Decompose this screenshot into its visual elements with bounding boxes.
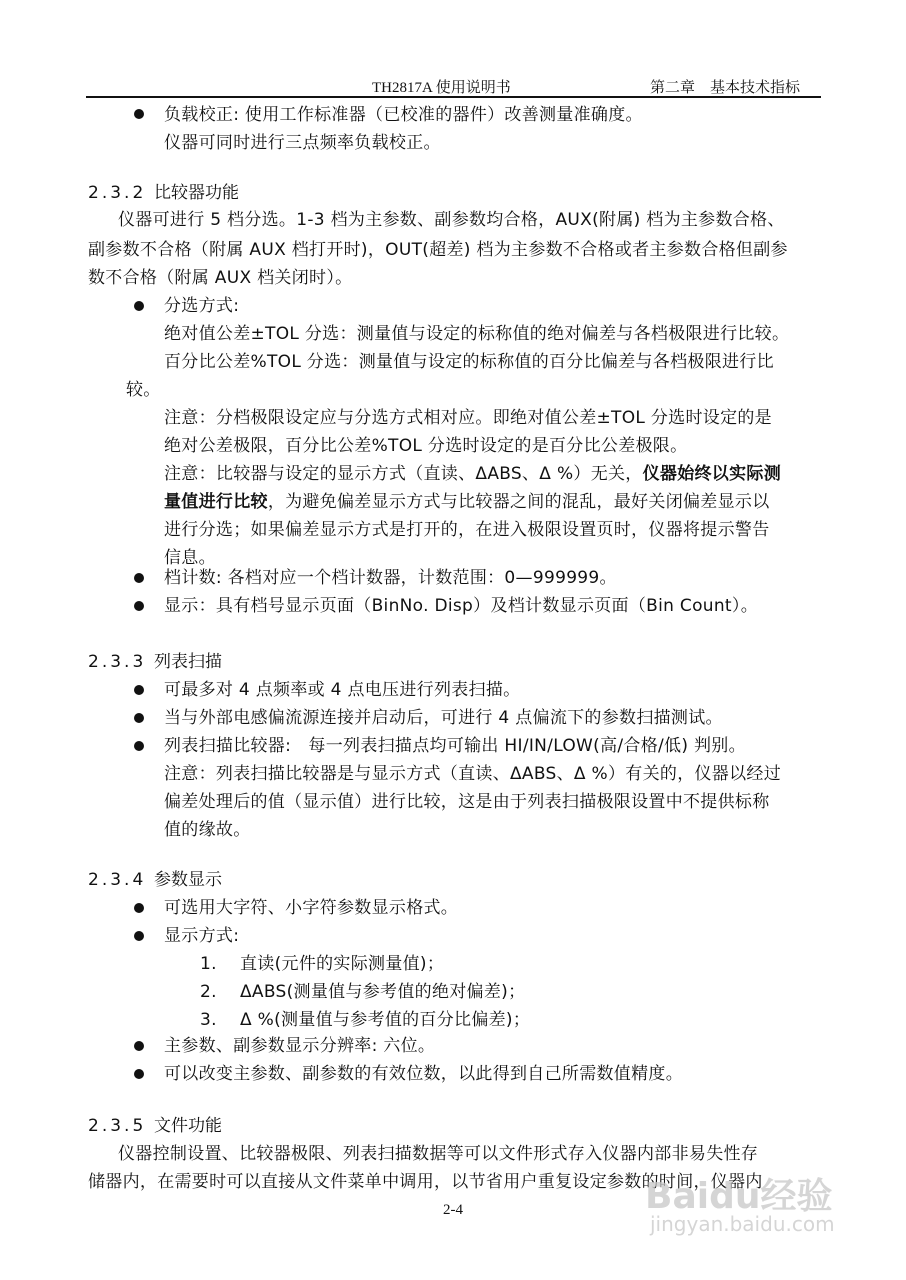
paragraph-line: 数不合格（附属 AUX 档关闭时）。 bbox=[88, 268, 353, 288]
note-text: 注意：比较器与设定的显示方式（直读、ΔABS、Δ %）无关， bbox=[164, 464, 643, 484]
section-title: 比较器功能 bbox=[154, 183, 239, 203]
bullet-text: 档计数: 各档对应一个档计数器，计数范围：0—999999。 bbox=[164, 568, 617, 588]
section-heading-2-3-5 bbox=[88, 1115, 222, 1137]
list-item: 直读(元件的实际测量值)； bbox=[240, 954, 445, 974]
bullet-icon bbox=[134, 931, 144, 941]
note-line: 偏差处理后的值（显示值）进行比较，这是由于列表扫描极限设置中不提供标称 bbox=[164, 792, 770, 812]
header-title: TH2817A 使用说明书 bbox=[372, 80, 511, 96]
paragraph-line: 副参数不合格（附属 AUX 档打开时)，OUT(超差) 档为主参数不合格或者主参数合格但副参 bbox=[88, 240, 788, 260]
paragraph-line: 仪器可进行 5 档分选。1-3 档为主参数、副参数均合格，AUX(附属) 档为主参数合格、 bbox=[118, 210, 785, 230]
note-line: 值的缘故。 bbox=[164, 820, 251, 840]
bullet-icon bbox=[134, 1041, 144, 1051]
paragraph-line: 百分比公差%TOL 分选：测量值与设定的标称值的百分比偏差与各档极限进行比 bbox=[164, 352, 774, 372]
note-emphasis: 仪器始终以实际测 bbox=[642, 464, 782, 484]
note-line: 绝对公差极限，百分比公差%TOL 分选时设定的是百分比公差极限。 bbox=[164, 436, 688, 456]
section-number: 2.3.5 bbox=[88, 1116, 147, 1136]
bullet-text: 可以改变主参数、副参数的有效位数，以此得到自己所需数值精度。 bbox=[164, 1064, 683, 1084]
section-number: 2.3.4 bbox=[88, 870, 147, 890]
bullet-text: 可最多对 4 点频率或 4 点电压进行列表扫描。 bbox=[164, 680, 521, 700]
bullet-icon bbox=[134, 301, 144, 311]
bullet-text: 主参数、副参数显示分辨率: 六位。 bbox=[164, 1036, 436, 1056]
bullet-icon bbox=[134, 601, 144, 611]
note-line: 注意：分档极限设定应与分选方式相对应。即绝对值公差±TOL 分选时设定的是 bbox=[164, 408, 772, 428]
paragraph-line: 仪器控制设置、比较器极限、列表扫描数据等可以文件形式存入仪器内部非易失性存 bbox=[118, 1144, 759, 1164]
bullet-text: 负载校正: 使用工作标准器（已校准的器件）改善测量准确度。 bbox=[164, 105, 643, 125]
section-title: 文件功能 bbox=[154, 1116, 222, 1136]
paragraph-line: 储器内，在需要时可以直接从文件菜单中调用，以节省用户重复设定参数的时间，仪器内 bbox=[88, 1172, 763, 1192]
bullet-text: 显示：具有档号显示页面（BinNo. Disp）及档计数显示页面（Bin Count）。 bbox=[164, 596, 758, 616]
note-line bbox=[164, 491, 770, 513]
bullet-text: 可选用大字符、小字符参数显示格式。 bbox=[164, 898, 459, 918]
paragraph-line: 绝对值公差±TOL 分选：测量值与设定的标称值的绝对偏差与各档极限进行比较。 bbox=[164, 324, 790, 344]
bullet-icon bbox=[134, 713, 144, 723]
note-emphasis: 量值进行比较 bbox=[164, 492, 268, 512]
note-line bbox=[164, 463, 781, 485]
paragraph-line: 仪器可同时进行三点频率负载校正。 bbox=[164, 133, 441, 153]
section-number: 2.3.3 bbox=[88, 652, 147, 672]
note-line: 信息。 bbox=[164, 548, 216, 568]
watermark-url: jingyan.baidu.com bbox=[650, 1212, 835, 1236]
page-number: 2-4 bbox=[443, 1202, 463, 1218]
list-item: Δ %(测量值与参考值的百分比偏差)； bbox=[240, 1010, 531, 1030]
note-text: ，为避免偏差显示方式与比较器之间的混乱，最好关闭偏差显示以 bbox=[267, 492, 770, 512]
bullet-icon bbox=[134, 903, 144, 913]
bullet-text: 当与外部电感偏流源连接并启动后，可进行 4 点偏流下的参数扫描测试。 bbox=[164, 708, 723, 728]
watermark-logo: Baidu经验 bbox=[645, 1176, 833, 1217]
bullet-text: 显示方式: bbox=[164, 926, 240, 946]
note-line: 进行分选；如果偏差显示方式是打开的，在进入极限设置页时，仪器将提示警告 bbox=[164, 520, 770, 540]
section-title: 列表扫描 bbox=[154, 652, 222, 672]
note-line: 注意：列表扫描比较器是与显示方式（直读、ΔABS、Δ %）有关的，仪器以经过 bbox=[164, 764, 781, 784]
bullet-icon bbox=[134, 685, 144, 695]
list-number: 1. bbox=[200, 954, 217, 974]
list-item: ΔABS(测量值与参考值的绝对偏差)； bbox=[240, 982, 526, 1002]
section-heading-2-3-4 bbox=[88, 869, 222, 891]
header-chapter: 第二章 基本技术指标 bbox=[650, 80, 801, 96]
bullet-icon bbox=[134, 573, 144, 583]
bullet-text: 分选方式: bbox=[164, 296, 240, 316]
section-heading-2-3-2 bbox=[88, 182, 239, 204]
section-heading-2-3-3 bbox=[88, 651, 222, 673]
bullet-icon bbox=[134, 741, 144, 751]
section-title: 参数显示 bbox=[154, 870, 222, 890]
bullet-text: 列表扫描比较器: 每一列表扫描点均可输出 HI/IN/LOW(高/合格/低) 判别。 bbox=[164, 736, 746, 756]
header-rule bbox=[86, 96, 821, 98]
section-number: 2.3.2 bbox=[88, 183, 147, 203]
list-number: 2. bbox=[200, 982, 217, 1002]
list-number: 3. bbox=[200, 1010, 217, 1030]
paragraph-line: 较。 bbox=[126, 380, 161, 400]
bullet-icon bbox=[134, 109, 144, 119]
bullet-icon bbox=[134, 1069, 144, 1079]
